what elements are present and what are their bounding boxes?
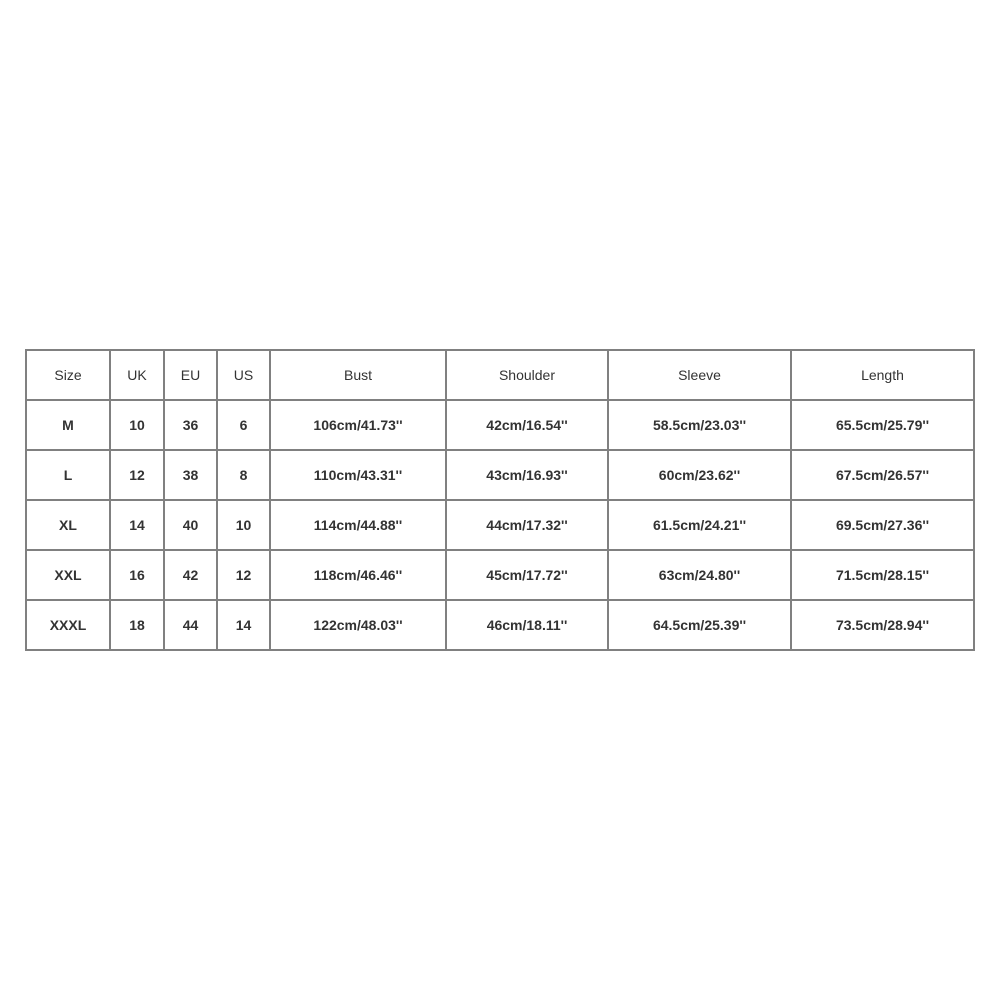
table-header-row [27, 351, 975, 401]
table-row [27, 401, 975, 451]
cell-eu: 40 [165, 501, 218, 551]
table-row [27, 551, 975, 601]
cell-bust: 114cm/44.88'' [271, 501, 447, 551]
cell-eu: 36 [165, 401, 218, 451]
cell-sleeve: 60cm/23.62'' [609, 451, 792, 501]
cell-bust: 122cm/48.03'' [271, 601, 447, 651]
header-shoulder: Shoulder [447, 351, 609, 401]
cell-shoulder: 45cm/17.72'' [447, 551, 609, 601]
cell-size: XXXL [27, 601, 111, 651]
header-sleeve: Sleeve [609, 351, 792, 401]
cell-shoulder: 43cm/16.93'' [447, 451, 609, 501]
cell-length: 67.5cm/26.57'' [792, 451, 975, 501]
cell-sleeve: 61.5cm/24.21'' [609, 501, 792, 551]
table-row [27, 601, 975, 651]
cell-bust: 110cm/43.31'' [271, 451, 447, 501]
header-size: Size [27, 351, 111, 401]
table-row [27, 451, 975, 501]
cell-length: 69.5cm/27.36'' [792, 501, 975, 551]
cell-sleeve: 63cm/24.80'' [609, 551, 792, 601]
cell-eu: 44 [165, 601, 218, 651]
cell-size: XXL [27, 551, 111, 601]
cell-uk: 12 [111, 451, 165, 501]
cell-size: XL [27, 501, 111, 551]
cell-shoulder: 42cm/16.54'' [447, 401, 609, 451]
cell-size: L [27, 451, 111, 501]
header-uk: UK [111, 351, 165, 401]
cell-bust: 118cm/46.46'' [271, 551, 447, 601]
size-chart-table [25, 349, 975, 651]
header-us: US [218, 351, 271, 401]
cell-eu: 38 [165, 451, 218, 501]
cell-us: 12 [218, 551, 271, 601]
cell-sleeve: 58.5cm/23.03'' [609, 401, 792, 451]
cell-length: 71.5cm/28.15'' [792, 551, 975, 601]
cell-sleeve: 64.5cm/25.39'' [609, 601, 792, 651]
cell-eu: 42 [165, 551, 218, 601]
cell-length: 65.5cm/25.79'' [792, 401, 975, 451]
header-eu: EU [165, 351, 218, 401]
cell-uk: 14 [111, 501, 165, 551]
cell-shoulder: 46cm/18.11'' [447, 601, 609, 651]
table-row [27, 501, 975, 551]
cell-us: 6 [218, 401, 271, 451]
cell-size: M [27, 401, 111, 451]
cell-us: 10 [218, 501, 271, 551]
header-length: Length [792, 351, 975, 401]
cell-bust: 106cm/41.73'' [271, 401, 447, 451]
cell-uk: 18 [111, 601, 165, 651]
cell-uk: 10 [111, 401, 165, 451]
header-bust: Bust [271, 351, 447, 401]
cell-uk: 16 [111, 551, 165, 601]
cell-us: 14 [218, 601, 271, 651]
cell-shoulder: 44cm/17.32'' [447, 501, 609, 551]
cell-us: 8 [218, 451, 271, 501]
cell-length: 73.5cm/28.94'' [792, 601, 975, 651]
